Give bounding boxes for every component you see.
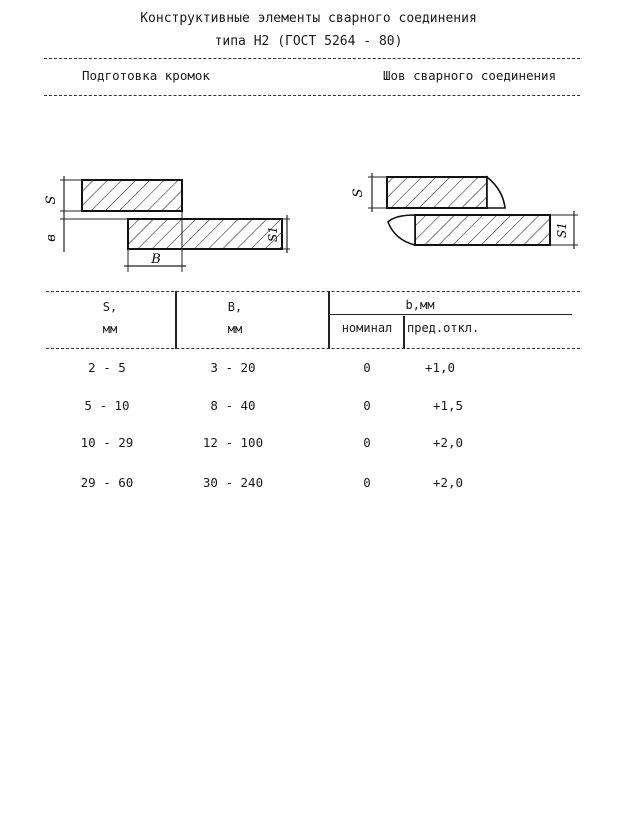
cell-B: 3 - 20 [210, 360, 256, 375]
dashed-divider-bottom [44, 95, 580, 96]
weld-seam-drawing [351, 173, 578, 249]
table-col-divider-1 [175, 291, 177, 349]
cell-B: 8 - 40 [210, 398, 256, 413]
cell-B: 30 - 240 [202, 475, 264, 490]
col-B-unit: мм [227, 322, 243, 336]
cell-tolerance: +2,0 [432, 435, 464, 450]
table-header-bottom-divider [46, 348, 580, 349]
cell-nominal: 0 [363, 360, 371, 375]
fillet-weld-left [388, 215, 415, 245]
dashed-divider-top [44, 58, 580, 59]
title-line-2: типа Н2 (ГОСТ 5264 - 80) [214, 34, 403, 49]
table-row [0, 435, 617, 459]
cell-tolerance: +1,0 [424, 360, 456, 375]
cell-nominal: 0 [363, 475, 371, 490]
cell-s: 10 - 29 [80, 435, 134, 450]
table-col-divider-2 [328, 291, 330, 349]
table-subheader-line [330, 314, 572, 315]
col-b-header: b,мм [405, 298, 435, 312]
fillet-weld-right [487, 177, 505, 208]
cell-s: 5 - 10 [84, 398, 130, 413]
col-B-header: В, [227, 300, 243, 314]
joint-drawings [0, 160, 617, 280]
cell-s: 29 - 60 [80, 475, 134, 490]
cell-B: 12 - 100 [202, 435, 264, 450]
table-col-divider-3 [403, 316, 405, 349]
dim-label-s1: S1 [266, 226, 280, 242]
edge-preparation-header: Подготовка кромок [82, 68, 210, 83]
title-line-1: Конструктивные элементы сварного соединения [140, 11, 477, 26]
cell-tolerance: +2,0 [432, 475, 464, 490]
weld-joint-header: Шов сварного соединения [383, 68, 557, 83]
table-row [0, 475, 617, 499]
seam-bottom-plate [415, 215, 550, 245]
seam-top-plate [387, 177, 487, 208]
dim-label-gap-b: в [44, 234, 59, 242]
table-row [0, 398, 617, 422]
cell-nominal: 0 [363, 435, 371, 450]
edge-preparation-drawing [44, 176, 290, 272]
seam-dim-label-s1: S1 [555, 222, 569, 238]
dim-label-B: B [151, 252, 161, 267]
col-s-header: S, [102, 300, 118, 314]
dim-label-s: S [44, 195, 59, 205]
col-s-unit: мм [102, 322, 118, 336]
seam-dim-label-s: S [351, 188, 366, 198]
col-b-tolerance-header: пред.откл. [407, 321, 480, 335]
top-plate [82, 180, 182, 211]
table-top-divider [46, 291, 580, 292]
cell-nominal: 0 [363, 398, 371, 413]
bottom-plate [128, 219, 282, 249]
cell-s: 2 - 5 [88, 360, 126, 375]
cell-tolerance: +1,5 [432, 398, 464, 413]
table-row [0, 360, 617, 384]
col-b-nominal-header: номинал [341, 321, 393, 335]
